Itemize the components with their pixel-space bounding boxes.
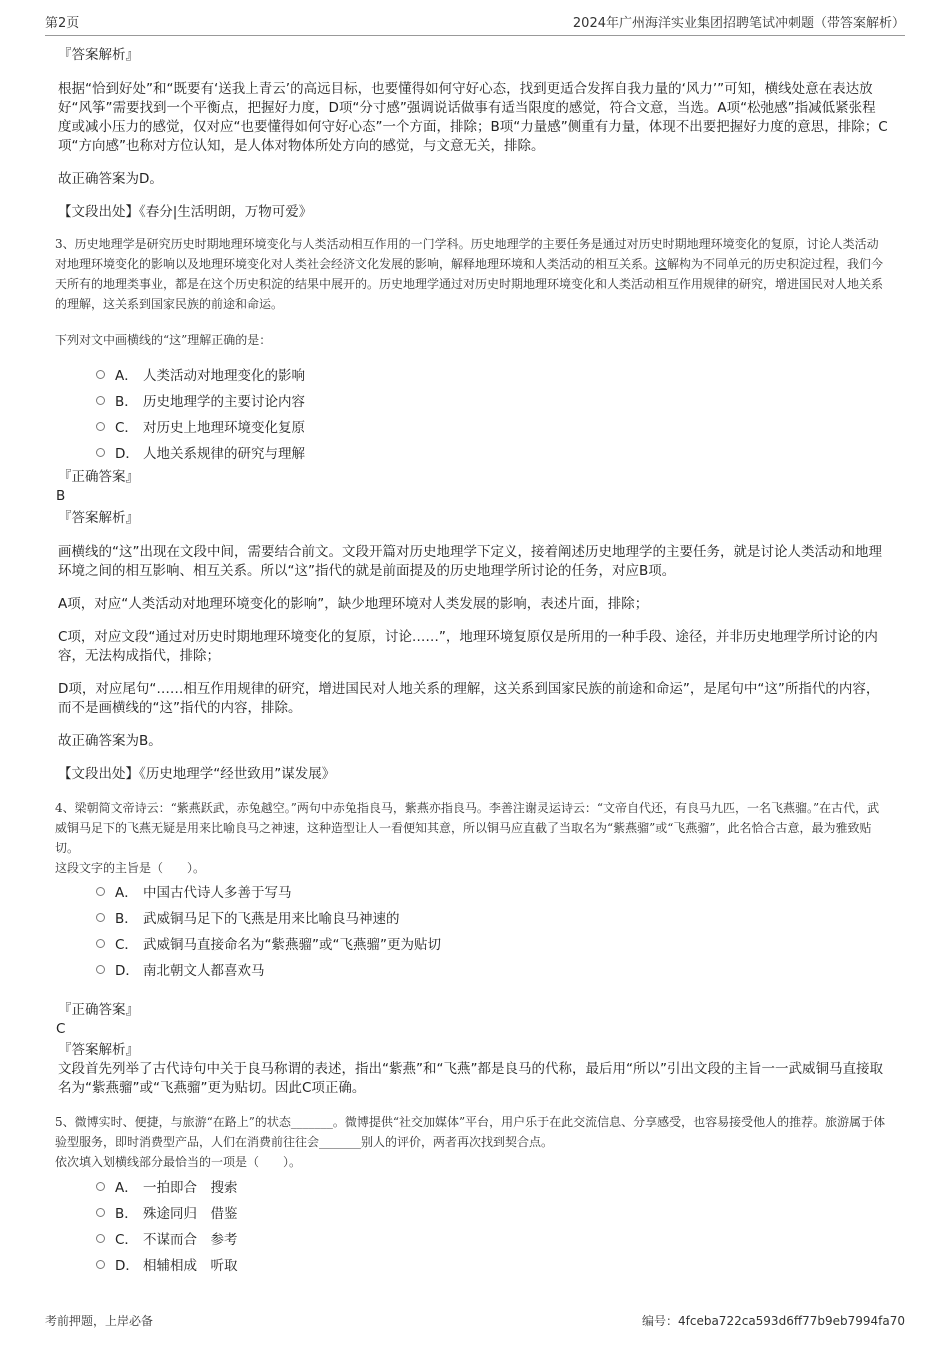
radio-icon[interactable] — [96, 1260, 105, 1269]
q4-analysis-heading: 『答案解析』 — [58, 1042, 139, 1058]
q4-option-b[interactable]: B． 武威铜马足下的飞燕是用来比喻良马神速的 — [96, 904, 441, 930]
q3-source: 【文段出处】《历史地理学“经世致用”谋发展》 — [58, 766, 336, 782]
radio-icon[interactable] — [96, 887, 105, 896]
q2-source: 【文段出处】《春分|生活明朗，万物可爱》 — [58, 204, 313, 220]
q3-analysis-1: 画横线的“这”出现在文段中间，需要结合前文。文段开篇对历史地理学下定义，接着阐述历史地理学的主要任务，就是讨论人类活动和地理环境之间的相互影响、相互关系。所以“这”指代的就是前面提及的历史地理学所讨论的任务，对应B项。 — [58, 544, 882, 579]
q4-answer-heading: 『正确答案』 — [58, 1002, 139, 1018]
q3-prompt: 下列对文中画横线的“这”理解正确的是： — [55, 333, 272, 347]
q4-option-a[interactable]: A． 中国古代诗人多善于写马 — [96, 878, 441, 904]
q5-option-b[interactable]: B． 殊途同归 借鉴 — [96, 1199, 238, 1225]
q3-option-a[interactable]: A． 人类活动对地理变化的影响 — [96, 361, 305, 387]
q3-analysis-3: C项，对应文段“通过对历史时期地理环境变化的复原，讨论……”，地理环境复原仅是所用的一种手段、途径，并非历史地理学所讨论的内容，无法构成指代，排除； — [58, 629, 878, 664]
q4-option-c[interactable]: C． 武威铜马直接命名为“紫燕骝”或“飞燕骝”更为贴切 — [96, 930, 441, 956]
q4-options — [96, 878, 441, 982]
page-number: 第2页 — [45, 16, 80, 31]
q5-option-d[interactable]: D． 相辅相成 听取 — [96, 1251, 238, 1277]
q4-prompt: 这段文字的主旨是（ ）。 — [55, 861, 206, 875]
q3-analysis-heading: 『答案解析』 — [58, 510, 139, 526]
radio-icon[interactable] — [96, 1208, 105, 1217]
q4-option-d[interactable]: D． 南北朝文人都喜欢马 — [96, 956, 441, 982]
q4-stem: 4、梁朝简文帝诗云：“紫燕跃武，赤兔越空。”两句中赤兔指良马，紫燕亦指良马。李善注谢灵运诗云：“文帝自代还，有良马九匹，一名飞燕骝。”在古代，武威铜马足下的飞燕无疑是用来比喻良马之神速，这种造型让人一看便知其意，所以铜马应直截了当取名为“紫燕骝”或“飞燕骝”，此名恰合古意，最为雅致贴切。 — [55, 801, 880, 855]
document-id: 编号：4fceba722ca593d6ff77b9eb7994fa70 — [641, 1314, 905, 1328]
q3-answer-heading: 『正确答案』 — [58, 469, 139, 485]
q2-analysis-heading: 『答案解析』 — [58, 47, 139, 63]
q3-underlined-word: 这 — [655, 257, 668, 271]
q3-stem: 3、历史地理学是研究历史时期地理环境变化与人类活动相互作用的一门学科。历史地理学的主要任务是通过对历史时期地理环境变化的复原，讨论人类活动对地理环境变化的影响以及地理环境变化对人类社会经济文化发展的影响，解释地理环境和人类活动的相互关系。这解构为不同单元的历史积淀过程，我们今天所有的地理类事业，都是在这个历史积淀的结果中展开的。历史地理学通过对历史时期地理环境变化和人类活动相互作用规律的研究，增进国民对人地关系的理解，这关系到国家民族的前途和命运。 — [55, 237, 884, 311]
page-footer — [45, 1312, 905, 1329]
q5-options — [96, 1173, 238, 1277]
q3-option-b[interactable]: B． 历史地理学的主要讨论内容 — [96, 387, 305, 413]
document-title: 2024年广州海洋实业集团招聘笔试冲刺题（带答案解析） — [572, 16, 905, 31]
radio-icon[interactable] — [96, 965, 105, 974]
q5-prompt: 依次填入划横线部分最恰当的一项是（ ）。 — [55, 1155, 302, 1169]
radio-icon[interactable] — [96, 370, 105, 379]
q2-conclusion: 故正确答案为D。 — [58, 171, 163, 187]
q2-analysis: 根据“恰到好处”和“既要有‘送我上青云’的高远目标，也要懂得如何守好心态，找到更适合发挥自我力量的‘风力’”可知，横线处意在表达放好“风筝”需要找到一个平衡点，把握好力度，D项“分寸感”强调说话做事有适当限度的感觉，符合文意，当选。A项“松弛感”指减低紧张程度或减小压力的感觉，仅对应“也要懂得如何守好心态”一个方面，排除；B项“力量感”侧重有力量，体现不出要把握好力度的意思，排除；C项“方向感”也称对方位认知，是人体对物体所处方向的感觉，与文意无关，排除。 — [58, 81, 888, 154]
q5-blank-2: _______ — [319, 1135, 362, 1149]
radio-icon[interactable] — [96, 422, 105, 431]
q3-option-c[interactable]: C． 对历史上地理环境变化复原 — [96, 413, 305, 439]
q4-analysis: 文段首先列举了古代诗句中关于良马称谓的表述，指出“紫燕”和“飞燕”都是良马的代称，最后用“所以”引出文段的主旨一一武威铜马直接取名为“紫燕骝”或“飞燕骝”更为贴切。因此C项正确。 — [58, 1061, 883, 1096]
q3-option-d[interactable]: D． 人地关系规律的研究与理解 — [96, 439, 305, 465]
q3-analysis-4: D项，对应尾句“……相互作用规律的研究，增进国民对人地关系的理解，这关系到国家民族的前途和命运”，是尾句中“这”所指代的内容，而不是画横线的“这”指代的内容，排除。 — [58, 681, 880, 716]
q3-analysis-2: A项，对应“人类活动对地理环境变化的影响”，缺少地理环境对人类发展的影响，表述片面，排除； — [58, 596, 649, 612]
radio-icon[interactable] — [96, 913, 105, 922]
page-header — [45, 12, 905, 36]
q4-answer: C — [56, 1021, 66, 1037]
q5-stem: 5、微博实时、便捷，与旅游“在路上”的状态_______。微博提供“社交加媒体”平台，用户乐于在此交流信息、分享感受，也容易接受他人的推荐。旅游属于体验型服务，即时消费型产品，人们在消费前往往会_______别人的评价，两者再次找到契合点。 — [55, 1115, 886, 1149]
q3-conclusion: 故正确答案为B。 — [58, 733, 162, 749]
radio-icon[interactable] — [96, 1234, 105, 1243]
radio-icon[interactable] — [96, 939, 105, 948]
q3-answer: B — [56, 488, 66, 504]
radio-icon[interactable] — [96, 448, 105, 457]
radio-icon[interactable] — [96, 1182, 105, 1191]
q5-option-a[interactable]: A． 一拍即合 搜索 — [96, 1173, 238, 1199]
q5-blank-1: _______ — [290, 1115, 333, 1129]
footer-slogan: 考前押题，上岸必备 — [45, 1314, 154, 1328]
q3-options — [96, 361, 305, 465]
q5-option-c[interactable]: C． 不谋而合 参考 — [96, 1225, 238, 1251]
radio-icon[interactable] — [96, 396, 105, 405]
